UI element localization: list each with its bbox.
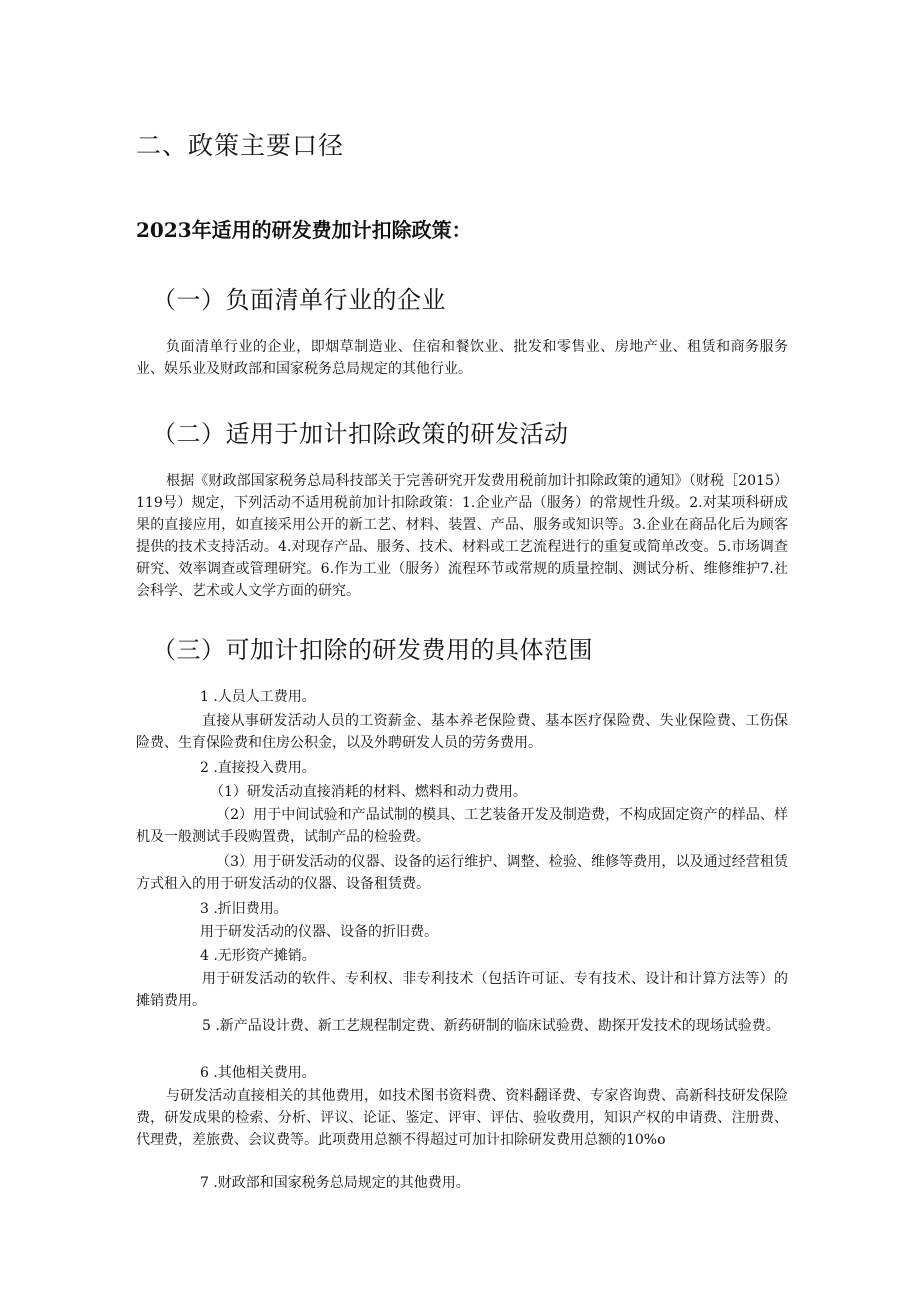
section1-title: （一）负面清单行业的企业 bbox=[152, 286, 446, 314]
item3-title: 3 .折旧费用。 bbox=[200, 901, 288, 917]
item5: 5 .新产品设计费、新工艺规程制定费、新药研制的临床试验费、勘探开发技术的现场试验费。 bbox=[202, 1018, 780, 1034]
item2-sub3: （3）用于研发活动的仪器、设备的运行维护、调整、检验、维修等费用，以及通过经营租赁方式租入的用于研发活动的仪器、设备租赁费。 bbox=[136, 854, 788, 892]
main-heading: 二、政策主要口径 bbox=[136, 131, 345, 160]
section1-body: 负面清单行业的企业，即烟草制造业、住宿和餐饮业、批发和零售业、房地产业、租赁和商务服务业、娱乐业及财政部和国家税务总局规定的其他行业。 bbox=[136, 339, 788, 377]
item1-title: 1 .人员人工费用。 bbox=[200, 689, 316, 705]
section2-body: 根据《财政部国家税务总局科技部关于完善研究开发费用税前加计扣除政策的通知》（财税［2015）119号）规定，下列活动不适用税前加计扣除政策：1.企业产品（服务）的常规性升级。2.对某项科研成果的直接应用，如直接采用公开的新工艺、材料、装置、产品、服务或知识等。3.企业在商品化后为顾客提供的技术支持活动。4.对现存产品、服务、技术、材料或工艺流程进行的重复或简单改变。5.市场调查研究、效率调查或管理研究。6.作为工业（服务）流程环节或常规的质量控制、测试分析、维修维护7.社会科学、艺术或人文学方面的研究。 bbox=[136, 473, 788, 599]
section3-title: （三）可加计扣除的研发费用的具体范围 bbox=[152, 636, 593, 664]
item1-body: 直接从事研发活动人员的工资薪金、基本养老保险费、基本医疗保险费、失业保险费、工伤保险费、生育保险费和住房公积金，以及外聘研发人员的劳务费用。 bbox=[136, 713, 788, 751]
section2-title: （二）适用于加计扣除政策的研发活动 bbox=[152, 420, 569, 448]
item4-title: 4 .无形资产摊销。 bbox=[200, 948, 316, 964]
item6-title: 6 .其他相关费用。 bbox=[200, 1065, 316, 1081]
item6-body: 与研发活动直接相关的其他费用，如技术图书资料费、资料翻译费、专家咨询费、高新科技研发保险费，研发成果的检索、分析、评议、论证、鉴定、评审、评估、验收费用，知识产权的申请费、注册费、代理费，差旅费、会议费等。此项费用总额不得超过可加计扣除研发费用总额的10%o bbox=[136, 1088, 788, 1148]
item2-sub1: （1）研发活动直接消耗的材料、燃料和动力费用。 bbox=[210, 784, 527, 800]
item4-body: 用于研发活动的软件、专利权、非专利技术（包括许可证、专有技术、设计和计算方法等）的摊销费用。 bbox=[136, 971, 788, 1009]
item7: 7 .财政部和国家税务总局规定的其他费用。 bbox=[200, 1175, 470, 1191]
item2-title: 2 .直接投入费用。 bbox=[200, 760, 316, 776]
item3-body: 用于研发活动的仪器、设备的折旧费。 bbox=[200, 924, 438, 940]
item2-sub2: （2）用于中间试验和产品试制的模具、工艺装备开发及制造费，不构成固定资产的样品、样机及一般测试手段购置费，试制产品的检验费。 bbox=[136, 807, 788, 845]
policy-subtitle: 2023年适用的研发费加计扣除政策： bbox=[136, 218, 472, 242]
